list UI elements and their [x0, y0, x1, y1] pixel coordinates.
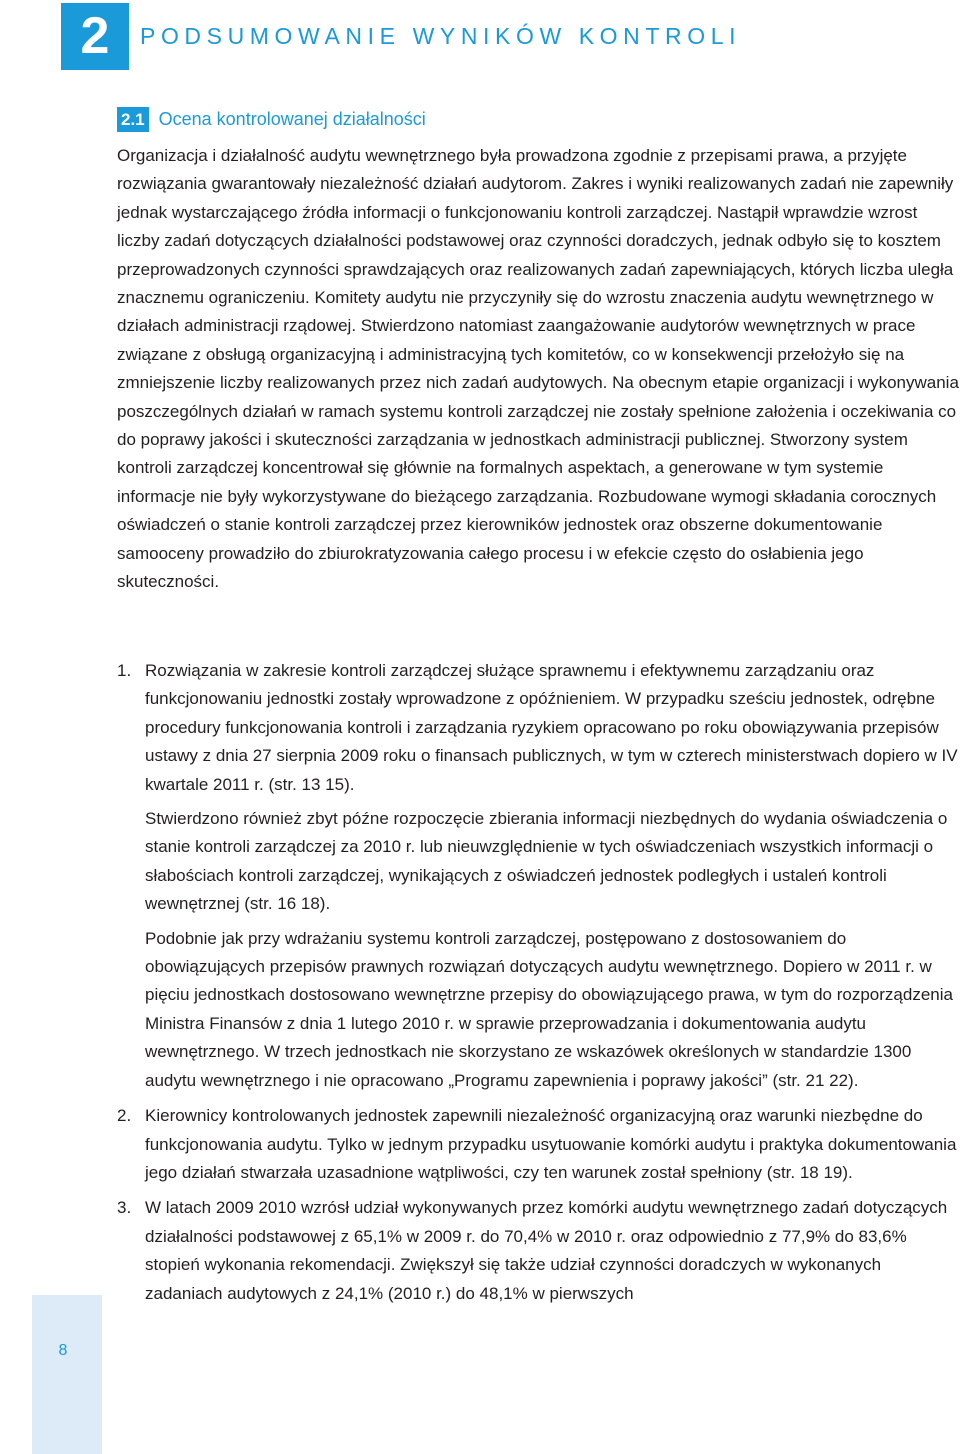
finding-paragraph: Stwierdzono również zbyt późne rozpoczęcie zbierania informacji niezbędnych do wydania oświadczenia o stanie kontroli zarządczej za 2010 r. lub nieuwzględnienie w tych oświadczeniach wszystkich informacji o słabościach kontroli zarządczej, wynikających z oświadczeń jednostek podległych i ustaleń kontroli wewnętrznej (str. 16 18). [145, 809, 948, 914]
finding-paragraph: Kierownicy kontrolowanych jednostek zapewnili niezależność organizacyjną oraz warunki niezbędne do funkcjonowania audytu. Tylko w jednym przypadku usytuowanie komórki audytu i praktyka dokumentowania jego działań stwarzała uzasadnione wątpliwości, czy ten warunek został spełniony (str. 18 19). [145, 1106, 957, 1182]
section-heading [117, 107, 426, 132]
finding-item-2 [117, 1102, 960, 1187]
section-title: Ocena kontrolowanej działalności [158, 109, 426, 129]
section-number: 2.1 [117, 107, 149, 132]
finding-item-3 [117, 1194, 960, 1308]
finding-number: 2. [117, 1106, 132, 1126]
finding-number: 3. [117, 1198, 132, 1218]
chapter-number: 2 [61, 3, 129, 70]
intro-paragraph: Organizacja i działalność audytu wewnętrznego była prowadzona zgodnie z przepisami prawa, a przyjęte rozwiązania gwarantowały niezależność działań audytorom. Zakres i wyniki realizowanych zadań nie zapewniły jednak wystarczającego źródła informacji o funkcjonowaniu kontroli zarządczej. Nastąpił wprawdzie wzrost liczby zadań dotyczących działalności podstawowej oraz czynności doradczych, jednak odbyło się to kosztem przeprowadzonych czynności sprawdzających oraz realizowanych zadań zapewniających, których liczba uległa znacznemu ograniczeniu. Komitety audytu nie przyczyniły się do wzrostu znaczenia audytu wewnętrznego w działach administracji rządowej. Stwierdzono natomiast zaangażowanie audytorów wewnętrznych w prace związane z obsługą organizacyjną i administracyjną tych komitetów, co w konsekwencji przełożyło się na zmniejszenie liczby realizowanych przez nich zadań audytowych. Na obecnym etapie organizacji i wykonywania poszczególnych działań w ramach systemu kontroli zarządczej nie zostały spełnione założenia i oczekiwania co do poprawy jakości i skuteczności zarządzania w jednostkach administracji publicznej. Stworzony system kontroli zarządczej koncentrował się głównie na formalnych aspektach, a generowane w tym systemie informacje nie były wykorzystywane do bieżącego zarządzania. Rozbudowane wymogi składania corocznych oświadczeń o stanie kontroli zarządczej przez kierowników jednostek oraz obszerne dokumentowanie samooceny prowadziło do zbiurokratyzowania całego procesu i w efekcie często do osłabienia jego skuteczności. [117, 146, 959, 592]
finding-paragraph: Podobnie jak przy wdrażaniu systemu kontroli zarządczej, postępowano z dostosowaniem do obowiązujących przepisów prawnych rozwiązań dotyczących audytu wewnętrznego. Dopiero w 2011 r. w pięciu jednostkach dostosowano wewnętrzne przepisy do obowiązującego prawa, w tym do rozporządzenia Ministra Finansów z dnia 1 lutego 2010 r. w sprawie przeprowadzania i dokumentowania audytu wewnętrznego. W trzech jednostkach nie skorzystano ze wskazówek określonych w standardzie 1300 audytu wewnętrznego i nie opracowano „Programu zapewnienia i poprawy jakości” (str. 21 22). [145, 928, 953, 1090]
chapter-title: PODSUMOWANIE WYNIKÓW KONTROLI [140, 23, 742, 49]
finding-paragraph: Rozwiązania w zakresie kontroli zarządczej służące sprawnemu i efektywnemu zarządzaniu oraz funkcjonowaniu jednostki zostały wprowadzone z opóźnieniem. W przypadku sześciu jednostek, odrębne procedury funkcjonowania kontroli i zarządzania ryzykiem opracowano po roku obowiązywania przepisów ustawy z dnia 27 sierpnia 2009 roku o finansach publicznych, w tym w czterech ministerstwach dopiero w IV kwartale 2011 r. (str. 13 15). [145, 661, 958, 794]
page-number: 8 [58, 1342, 68, 1359]
finding-number: 1. [117, 661, 132, 680]
finding-paragraph: W latach 2009 2010 wzrósł udział wykonywanych przez komórki audytu wewnętrznego zadań dotyczących działalności podstawowej z 65,1% w 2009 r. do 70,4% w 2010 r. oraz odpowiednio z 77,9% do 83,6% stopień wykonania rekomendacji. Zwiększył się także udział czynności doradczych w wykonanych zadaniach audytowych z 24,1% (2010 r.) do 48,1% w pierwszych [145, 1198, 948, 1303]
page-tab [32, 1295, 102, 1454]
findings-list [117, 657, 960, 1308]
finding-item-1 [117, 657, 960, 1095]
